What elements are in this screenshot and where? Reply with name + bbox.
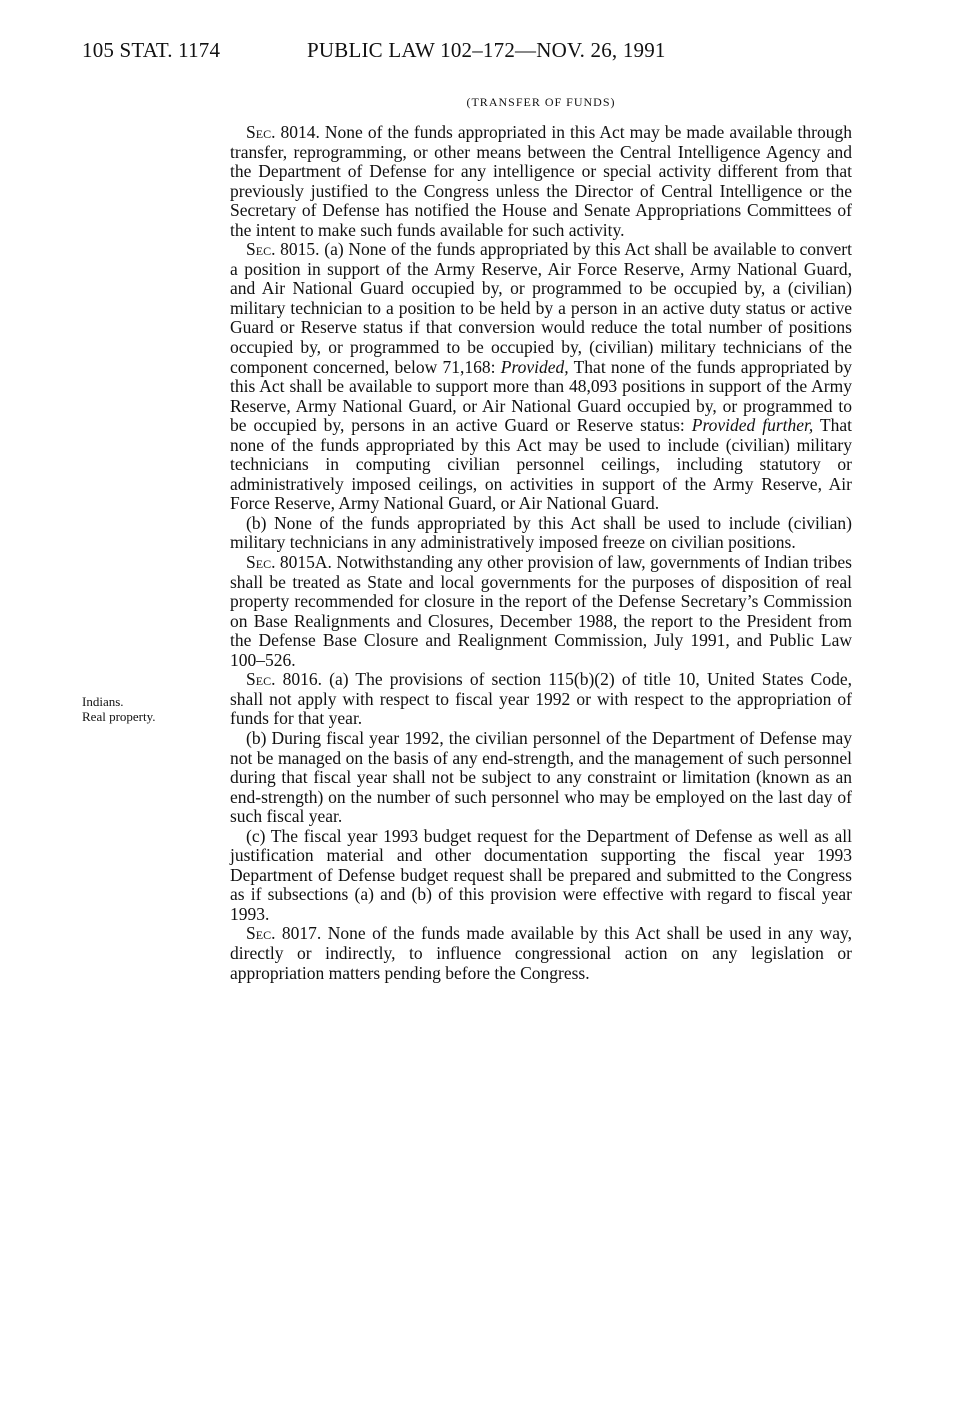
section-8016-c [230,827,852,925]
paragraph-text: That none of the funds appropriated by this Act may be used to include (civilian) military technicians in computing civilian personnel ceilings, including statutory or administratively imposed ceilings, on activities in support of the Army Reserve, Air Force Reserve, Army National Guard, or Air National Guard. [230,415,852,514]
margin-note-indians: Indians. [82,694,124,709]
paragraph-text: That none of the funds appropriated by this Act shall be available to support more than 48,093 positions in support of the Army Reserve, Army National Guard, or Air National Guard occupied by, or programmed to be occupied by, persons in an active Guard or Reserve status: [230,356,852,436]
stat-citation: 105 STAT. 1174 [82,38,221,62]
section-8014 [230,123,852,240]
section-8016-b [230,729,852,827]
section-heading: (TRANSFER OF FUNDS) [466,95,616,109]
section-8015-b [230,514,852,553]
sec-label: Sec. [246,669,276,690]
sec-label: Sec. [246,239,276,260]
paragraph-text: (b) During fiscal year 1992, the civilian personnel of the Department of Defense may not be managed on the basis of any end-strength, and the management of such personnel during that fiscal year shall not be subject to any constraint or limitation (known as an end-strength) on the number of such personnel who may be employed on the last day of such fiscal year. [230,727,852,827]
section-8015a [230,553,852,670]
body-text [230,123,852,983]
section-8017 [230,924,852,983]
paragraph-text: 8017. None of the funds made available by this Act shall be used in any way, directly or indirectly, to influence congressional action on any legislation or appropriation matters pending before the Congress. [230,923,852,983]
margin-notes [82,694,217,724]
proviso-italic: Provided, [500,356,569,377]
law-title: PUBLIC LAW 102–172—NOV. 26, 1991 [307,38,666,62]
paragraph-text: (c) The fiscal year 1993 budget request for the Department of Defense as well as all justification material and other documentation supporting the fiscal year 1993 Department of Defense budget request shall be prepared and submitted to the Congress as if subsections (a) and (b) of this provision were effective with regard to fiscal year 1993. [230,825,852,924]
sec-label: Sec. [246,122,276,142]
sec-label: Sec. [246,923,276,944]
paragraph-text: 8016. (a) The provisions of section 115(b)(2) of title 10, United States Code, shall not apply with respect to fiscal year 1992 or with respect to the appropriation of funds for that year. [230,669,852,729]
paragraph-text: 8015A. Notwithstanding any other provision of law, governments of Indian tribes shall be treated as State and local governments for the purposes of disposition of real property recommended for closure in the report of the Defense Secretary’s Commission on Base Realignments and Closures, December 1988, the report to the President from the Defense Base Closure and Realignment Commission, July 1991, and Public Law 100–526. [230,552,852,670]
section-8016-a [230,670,852,729]
paragraph-text: 8015. (a) None of the funds appropriated by this Act shall be available to convert a position in support of the Army Reserve, Air Force Reserve, Army National Guard, and Air National Guard occupied by, or programmed to be occupied by, a (civilian) military technician to a position to be held by a person in an active duty status or active Guard or Reserve status if that conversion would reduce the total number of positions occupied by, or programmed to be occupied by, (civilian) military technicians of the component concerned, below 71,168: [230,239,852,377]
margin-note-real-property: Real property. [82,709,156,724]
paragraph-text: (b) None of the funds appropriated by this Act shall be used to include (civilian) military technicians in any administratively imposed freeze on civilian positions. [230,512,852,553]
section-8015-a [230,240,852,514]
paragraph-text: 8014. None of the funds appropriated in this Act may be made available through transfer, reprogramming, or other means between the Central Intelligence Agency and the Department of Defense for any intelligence or special activity different from that previously justified to the Congress unless the Director of Central Intelligence or the Secretary of Defense has notified the House and Senate Appropriations Committees of the intent to make such funds available for such activity. [230,122,852,240]
sec-label: Sec. [246,552,276,573]
proviso-italic: Provided further, [691,415,814,436]
